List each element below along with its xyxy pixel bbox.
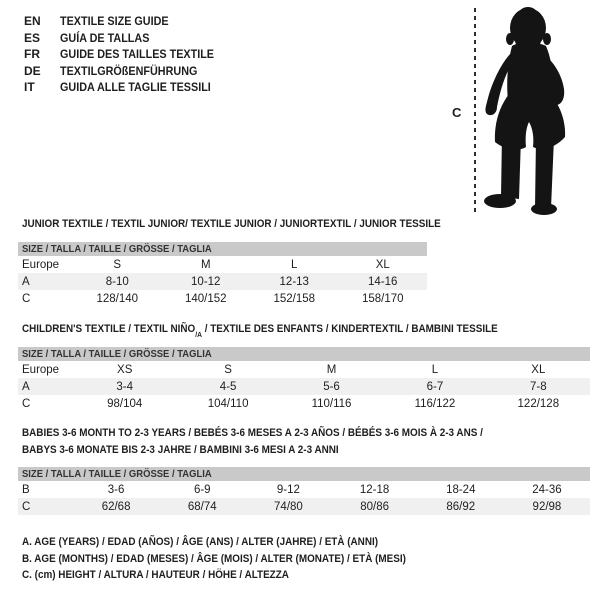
size-header-label: SIZE / TALLA / TAILLE / GRÖSSE / TAGLIA xyxy=(22,468,212,480)
size-header-bar xyxy=(18,467,590,481)
note-a: A. AGE (YEARS) / EDAD (AÑOS) / ÂGE (ANS) / ALTER (JAHRE) / ETÀ (ANNI) xyxy=(22,536,379,548)
language-code: ES xyxy=(24,30,41,45)
months-cell: 6-9 xyxy=(193,483,211,496)
guide-title-de: TEXTILGRÖßENFÜHRUNG xyxy=(60,63,198,78)
height-cell: 62/68 xyxy=(101,500,131,513)
guide-title-es: GUÍA DE TALLAS xyxy=(60,30,150,45)
language-row-fr xyxy=(24,46,231,63)
babies-table-title xyxy=(22,425,534,458)
language-code: EN xyxy=(24,14,41,29)
babies-title-line2: BABYS 3-6 MONATE BIS 2-3 JAHRE / BAMBINI 3-6 MESI A 2-3 ANNI xyxy=(22,443,339,456)
height-cell: 68/74 xyxy=(187,500,217,513)
age-cell: 10-12 xyxy=(191,275,221,288)
height-cell: 74/80 xyxy=(274,500,303,513)
height-cell: 122/128 xyxy=(517,397,560,410)
size-header-bar xyxy=(18,242,427,256)
children-size-table xyxy=(18,347,590,412)
row-label: C xyxy=(22,292,31,305)
table-row-europe xyxy=(18,361,590,378)
table-row-height xyxy=(18,498,590,515)
height-marker-label: C xyxy=(452,105,462,120)
row-label: B xyxy=(22,483,30,496)
table-row-age xyxy=(18,378,590,395)
table-row-height xyxy=(18,290,427,307)
height-cell: 152/158 xyxy=(273,292,316,305)
row-label: C xyxy=(22,397,31,410)
row-label: A xyxy=(22,380,30,393)
height-cell: 116/122 xyxy=(414,397,456,410)
junior-size-table xyxy=(18,242,427,307)
table-row-age xyxy=(18,273,427,290)
row-label: Europe xyxy=(22,258,60,271)
size-cell: S xyxy=(113,258,122,271)
note-c: C. (cm) HEIGHT / ALTURA / HAUTEUR / HÖHE / ALTEZZA xyxy=(22,569,289,581)
age-cell: 3-4 xyxy=(116,380,134,393)
months-cell: 18-24 xyxy=(446,483,476,496)
size-header-bar xyxy=(18,347,590,361)
size-cell: L xyxy=(431,363,439,376)
months-cell: 3-6 xyxy=(107,483,125,496)
size-cell: S xyxy=(224,363,232,376)
junior-table-title: JUNIOR TEXTILE / TEXTIL JUNIOR/ TEXTILE JUNIOR / JUNIORTEXTIL / JUNIOR TESSILE xyxy=(22,218,441,230)
guide-title-it: GUIDA ALLE TAGLIE TESSILI xyxy=(60,80,211,95)
guide-title-fr: GUIDE DES TAILLES TEXTILE xyxy=(60,47,215,62)
size-cell: XL xyxy=(531,363,546,376)
age-cell: 5-6 xyxy=(323,380,340,393)
language-row-de xyxy=(24,63,231,80)
measure-legend xyxy=(22,536,449,586)
height-cell: 92/98 xyxy=(532,500,562,513)
age-cell: 4-5 xyxy=(219,380,237,393)
months-cell: 12-18 xyxy=(359,483,390,496)
children-table-title: CHILDREN'S TEXTILE / TEXTIL $NIÑO_{/A}$ / TEXTILE DES ENFANTS / KINDERTEXTIL / BAMBINI TESSILE xyxy=(22,323,498,340)
row-label: Europe xyxy=(22,363,60,376)
height-cell: 110/116 xyxy=(311,397,352,410)
size-cell: XL xyxy=(375,258,390,271)
language-code: IT xyxy=(24,80,35,95)
age-cell: 12-13 xyxy=(279,275,309,288)
table-row-months xyxy=(18,481,590,498)
size-cell: M xyxy=(200,258,211,271)
age-cell: 14-16 xyxy=(368,275,398,288)
size-header-label: SIZE / TALLA / TAILLE / GRÖSSE / TAGLIA xyxy=(22,348,212,360)
table-row-europe xyxy=(18,256,427,273)
height-measure-dashed-line xyxy=(474,8,476,213)
language-row-en xyxy=(24,13,231,30)
height-cell: 80/86 xyxy=(360,500,389,513)
language-legend xyxy=(24,13,231,96)
guide-title-en: TEXTILE SIZE GUIDE xyxy=(60,14,169,29)
age-cell: 7-8 xyxy=(530,380,547,393)
months-cell: 24-36 xyxy=(532,483,562,496)
age-cell: 8-10 xyxy=(105,275,129,288)
height-cell: 104/110 xyxy=(207,397,249,410)
note-b: B. AGE (MONTHS) / EDAD (MESES) / ÂGE (MOIS) / ALTER (MONATE) / ETÀ (MESI) xyxy=(22,552,406,565)
babies-size-table xyxy=(18,467,590,515)
table-row-height xyxy=(18,395,590,412)
height-cell: 140/152 xyxy=(184,292,227,305)
nino-a-subscript: /A xyxy=(195,330,202,340)
language-code: FR xyxy=(24,47,40,62)
age-cell: 6-7 xyxy=(426,380,444,393)
row-label: A xyxy=(22,275,30,288)
language-row-es xyxy=(24,30,231,47)
baby-silhouette-image xyxy=(478,6,582,216)
height-cell: 98/104 xyxy=(107,397,143,410)
babies-title-line1: BABIES 3-6 MONTH TO 2-3 YEARS / BEBÉS 3-6 MESES A 2-3 AÑOS / BÉBÉS 3-6 MOIS À 2-3 ANS / xyxy=(22,427,483,439)
height-cell: 158/170 xyxy=(361,292,404,305)
size-cell: M xyxy=(326,363,337,376)
row-label: C xyxy=(22,500,31,513)
size-cell: L xyxy=(291,258,298,271)
size-cell: XS xyxy=(117,363,133,376)
months-cell: 9-12 xyxy=(276,483,300,496)
size-header-label: SIZE / TALLA / TAILLE / GRÖSSE / TAGLIA xyxy=(22,243,212,255)
language-row-it xyxy=(24,79,231,96)
language-code: DE xyxy=(24,63,41,78)
height-cell: 128/140 xyxy=(96,292,139,305)
height-cell: 86/92 xyxy=(446,500,476,513)
